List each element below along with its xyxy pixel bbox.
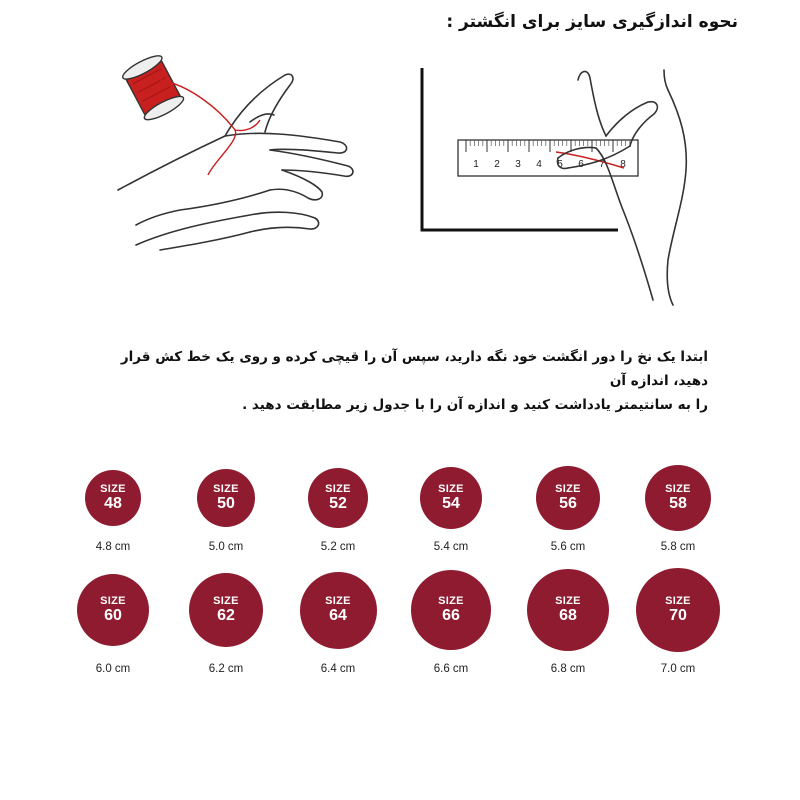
size-label: SIZE <box>213 483 239 495</box>
size-item-58 <box>628 465 728 562</box>
size-cm-value: 6.2 cm <box>208 663 244 675</box>
ruler-tick-label: 7 <box>599 159 605 170</box>
size-circle <box>411 570 491 650</box>
size-circle <box>197 469 255 527</box>
size-circle <box>645 465 711 531</box>
size-cm-value: 5.8 cm <box>660 541 696 553</box>
size-item-64 <box>288 572 388 685</box>
size-circle <box>636 568 721 653</box>
size-number: 62 <box>217 607 235 624</box>
ruler-tick-label: 8 <box>620 159 626 170</box>
size-circle <box>420 467 482 529</box>
size-circle <box>189 573 264 648</box>
size-cm-value: 6.0 cm <box>95 663 131 675</box>
size-item-70 <box>628 568 728 684</box>
size-item-66 <box>401 570 501 684</box>
size-circle <box>300 572 377 649</box>
size-item-50 <box>176 469 276 562</box>
size-item-52 <box>288 468 388 562</box>
ruler-hand-illustration <box>418 60 728 310</box>
size-cm-value: 6.4 cm <box>320 663 356 675</box>
page-title: نحوه اندازگیری سایز برای انگشتر : <box>446 12 738 32</box>
ruler-tick-label: 5 <box>557 159 563 170</box>
size-number: 54 <box>442 495 460 512</box>
size-circle <box>536 466 600 530</box>
size-number: 70 <box>669 607 687 624</box>
size-number: 60 <box>104 607 122 624</box>
size-label: SIZE <box>438 595 464 607</box>
measurement-instructions <box>88 345 708 417</box>
size-number: 64 <box>329 607 347 624</box>
size-label: SIZE <box>555 595 581 607</box>
size-item-60 <box>63 574 163 684</box>
size-label: SIZE <box>100 483 126 495</box>
size-cm-value: 5.6 cm <box>550 541 586 553</box>
size-number: 48 <box>104 495 122 512</box>
size-circle <box>85 470 141 526</box>
size-item-48 <box>63 470 163 562</box>
ruler-tick-label: 3 <box>515 159 521 170</box>
size-circle <box>308 468 368 528</box>
size-circle <box>527 569 609 651</box>
size-item-54 <box>401 467 501 562</box>
size-label: SIZE <box>555 483 581 495</box>
size-item-68 <box>518 569 618 684</box>
instruction-line-1: ابتدا یک نخ را دور انگشت خود نگه دارید، سپس آن را قیچی کرده و روی یک خط کش قرار دهید، اندازه آن <box>120 349 708 389</box>
size-label: SIZE <box>325 483 351 495</box>
size-cm-value: 7.0 cm <box>660 663 696 675</box>
size-cm-value: 5.0 cm <box>208 541 244 553</box>
size-cm-value: 6.6 cm <box>433 663 469 675</box>
size-number: 50 <box>217 495 235 512</box>
size-number: 56 <box>559 495 577 512</box>
thread-hand-illustration <box>100 50 370 260</box>
size-cm-value: 5.4 cm <box>433 541 469 553</box>
size-item-62 <box>176 573 276 684</box>
ruler-tick-label: 1 <box>473 159 479 170</box>
size-number: 66 <box>442 607 460 624</box>
size-number: 58 <box>669 495 687 512</box>
size-label: SIZE <box>325 595 351 607</box>
size-number: 52 <box>329 495 347 512</box>
size-circle <box>77 574 149 646</box>
size-label: SIZE <box>100 595 126 607</box>
size-number: 68 <box>559 607 577 624</box>
size-cm-value: 4.8 cm <box>95 541 131 553</box>
ruler-tick-label: 4 <box>536 159 542 170</box>
instruction-line-2: را به سانتیمتر یادداشت کنید و اندازه آن را با جدول زیر مطابقت دهید . <box>242 397 708 413</box>
size-label: SIZE <box>213 595 239 607</box>
ruler-tick-label: 6 <box>578 159 584 170</box>
size-label: SIZE <box>665 483 691 495</box>
ruler-tick-label: 2 <box>494 159 500 170</box>
size-label: SIZE <box>665 595 691 607</box>
size-cm-value: 5.2 cm <box>320 541 356 553</box>
size-label: SIZE <box>438 483 464 495</box>
size-item-56 <box>518 466 618 562</box>
size-cm-value: 6.8 cm <box>550 663 586 675</box>
